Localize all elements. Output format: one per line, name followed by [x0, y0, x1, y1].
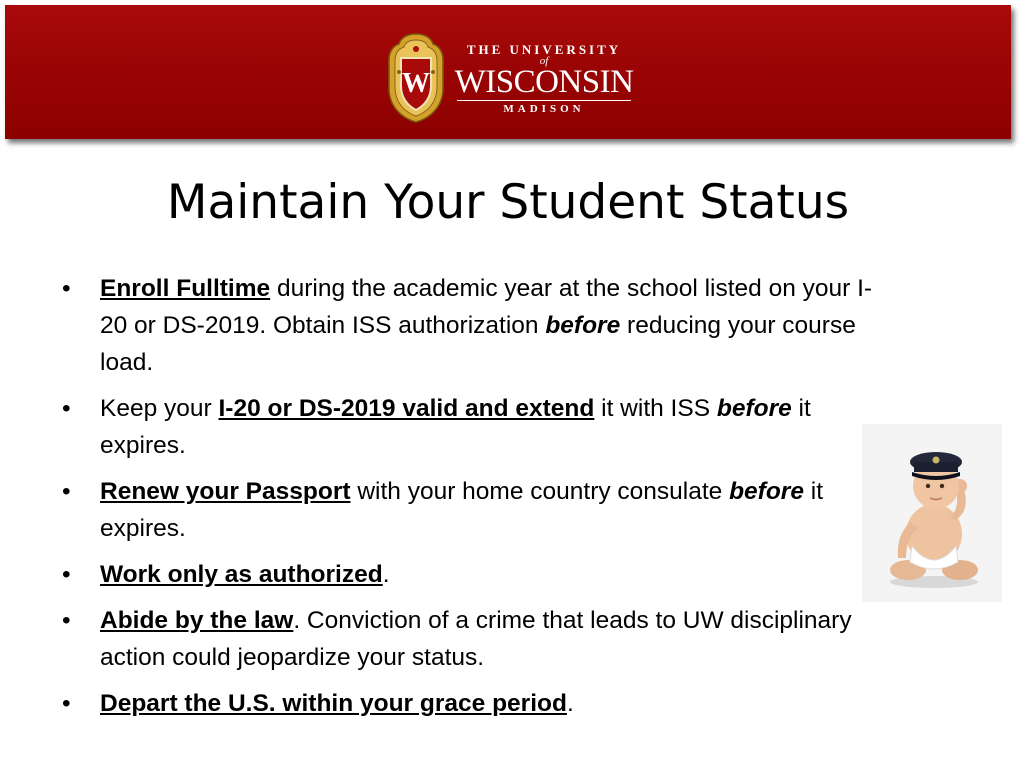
bullet-text: during the academic year at the school listed on your I-20 or DS-2019. Obtain ISS authorization [100, 275, 873, 339]
bullet-text: . Conviction of a crime that leads to UW disciplinary action could jeopardize your status. [100, 607, 852, 671]
bullet-item-passport [62, 473, 882, 547]
bullet-keyword: Enroll Fulltime [100, 275, 271, 302]
bullet-dot: • [62, 478, 71, 505]
bullet-text: . [382, 561, 390, 588]
university-wordmark [451, 43, 637, 123]
bullet-text: it with ISS [594, 395, 717, 422]
bullet-text: Keep your [100, 395, 219, 422]
bullet-keyword: Renew your Passport [100, 478, 351, 505]
bullet-item-work [62, 556, 882, 593]
bullet-dot: • [62, 690, 71, 717]
uw-crest-icon [387, 32, 445, 124]
bullet-item-law [62, 602, 882, 676]
bullet-keyword: Work only as authorized [100, 561, 383, 588]
baby-police-photo [862, 424, 1002, 602]
bullet-emphasis: before [729, 478, 804, 505]
bullet-text: it expires. [100, 478, 824, 542]
bullet-dot: • [62, 607, 71, 634]
bullet-dot: • [62, 395, 71, 422]
wordmark-the-university: THE UNIVERSITY [466, 42, 622, 57]
crest-letter: W [402, 68, 430, 99]
wordmark-madison: MADISON [503, 103, 585, 115]
bullet-emphasis: before [716, 395, 792, 422]
bullet-keyword: Depart the U.S. within your grace period [100, 690, 567, 717]
bullet-emphasis: before [545, 312, 621, 339]
header-banner [5, 5, 1011, 139]
bullet-text: reducing your course load. [100, 312, 856, 376]
bullet-item-depart [62, 685, 882, 722]
bullet-item-i20 [62, 390, 882, 464]
bullet-text: with your home country consulate [350, 478, 730, 505]
bullet-dot: • [62, 275, 71, 302]
bullet-text: . [566, 690, 574, 717]
bullet-item-enroll [62, 270, 882, 381]
wordmark-wisconsin: WISCONSIN [454, 64, 634, 100]
wordmark-rule [457, 100, 631, 101]
bullet-dot: • [62, 561, 71, 588]
slide-title: Maintain Your Student Status [166, 175, 850, 230]
wordmark-of: of [539, 55, 549, 67]
bullet-text: it expires. [100, 395, 811, 459]
bullet-keyword: I-20 or DS-2019 valid and extend [218, 395, 595, 422]
bullet-list [62, 270, 882, 731]
bullet-keyword: Abide by the law [100, 607, 294, 634]
baby-illustration [862, 424, 1002, 602]
